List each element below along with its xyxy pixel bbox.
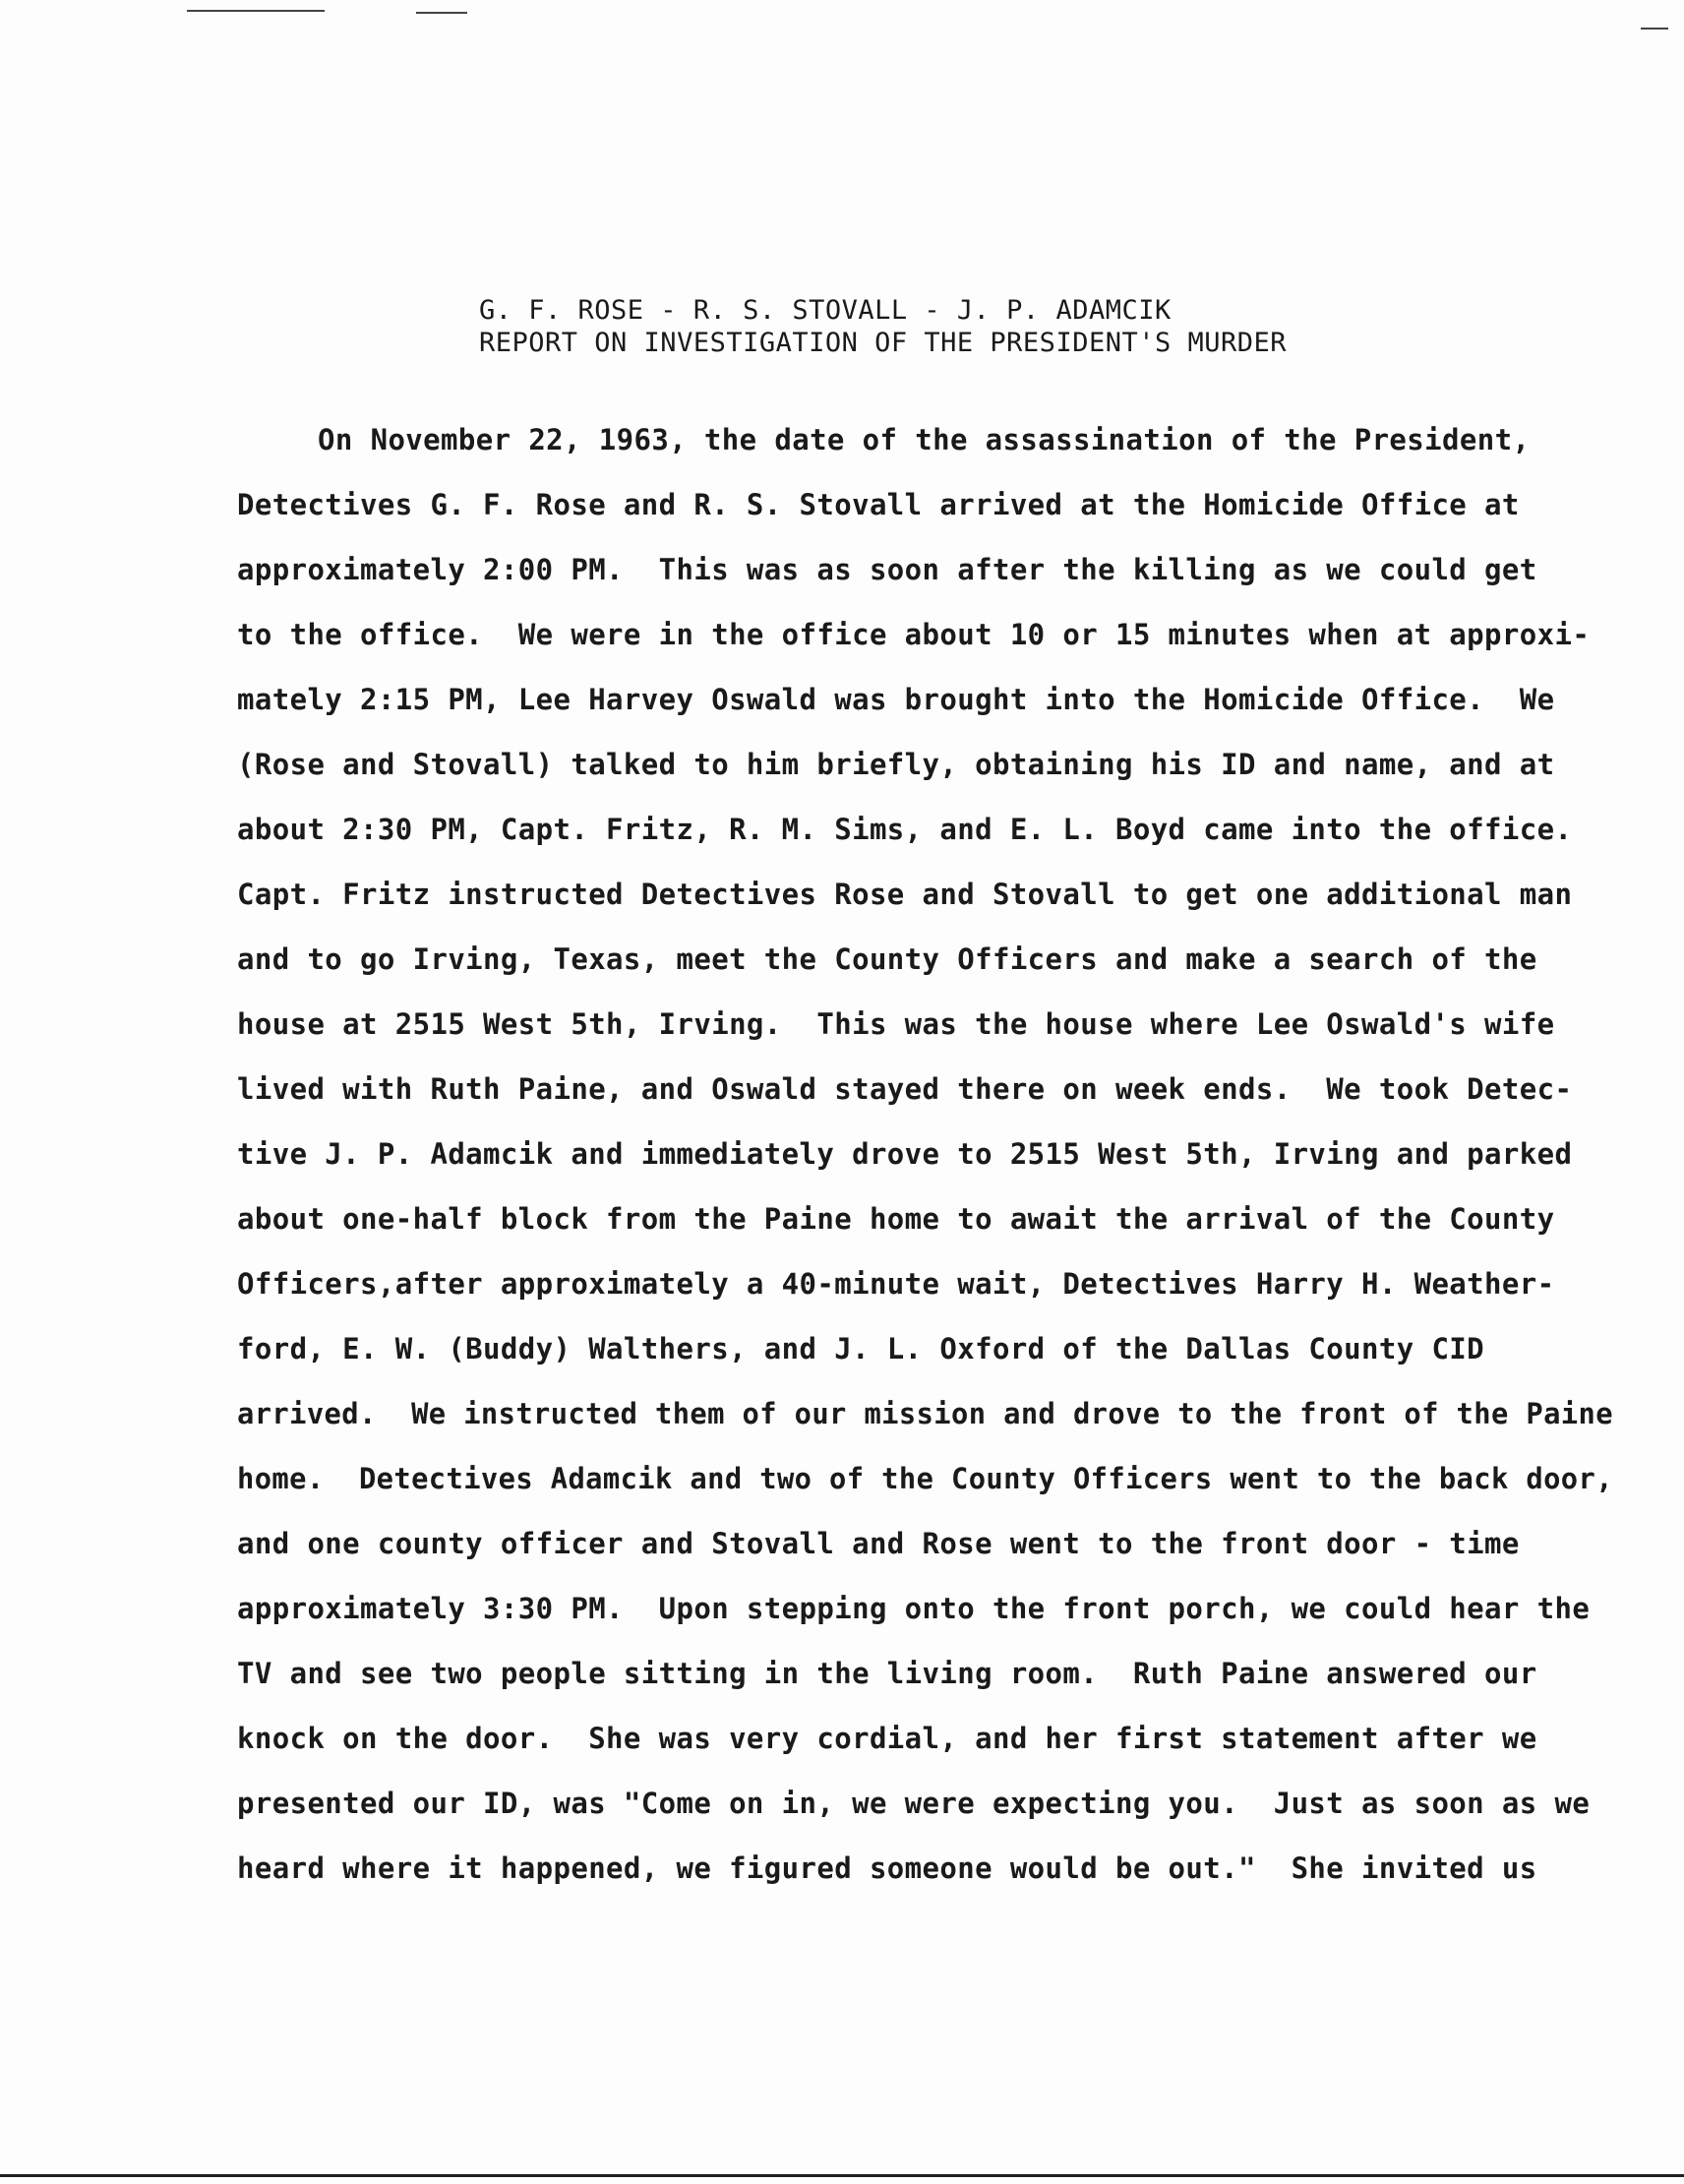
report-title: REPORT ON INVESTIGATION OF THE PRESIDENT'S MURDER: [479, 328, 1288, 358]
body-line: Detectives G. F. Rose and R. S. Stovall arrived at the Homicide Office at: [237, 488, 1520, 521]
scan-mark: [416, 12, 467, 14]
body-line: home. Detectives Adamcik and two of the County Officers went to the back door,: [237, 1462, 1613, 1495]
body-line: lived with Ruth Paine, and Oswald stayed there on week ends. We took Detec-: [237, 1072, 1573, 1106]
body-line: On November 22, 1963, the date of the assassination of the President,: [318, 423, 1531, 456]
body-line: and to go Irving, Texas, meet the County Officers and make a search of the: [237, 942, 1537, 976]
body-line: knock on the door. She was very cordial, and her first statement after we: [237, 1722, 1537, 1755]
body-line: TV and see two people sitting in the living room. Ruth Paine answered our: [237, 1657, 1537, 1690]
body-line: to the office. We were in the office about 10 or 15 minutes when at approxi-: [237, 618, 1591, 651]
scan-mark: [187, 10, 325, 12]
body-line: about 2:30 PM, Capt. Fritz, R. M. Sims, and E. L. Boyd came into the office.: [237, 813, 1573, 846]
body-line: about one-half block from the Paine home to await the arrival of the County: [237, 1202, 1555, 1236]
report-authors: G. F. ROSE - R. S. STOVALL - J. P. ADAMCIK: [479, 295, 1172, 326]
body-line: Officers,after approximately a 40-minute wait, Detectives Harry H. Weather-: [237, 1267, 1555, 1301]
body-line: and one county officer and Stovall and Rose went to the front door - time: [237, 1527, 1520, 1560]
body-line: presented our ID, was "Come on in, we were expecting you. Just as soon as we: [237, 1787, 1591, 1820]
body-line: arrived. We instructed them of our mission and drove to the front of the Paine: [237, 1397, 1613, 1430]
body-line: heard where it happened, we figured someone would be out." She invited us: [237, 1851, 1537, 1885]
body-line: mately 2:15 PM, Lee Harvey Oswald was brought into the Homicide Office. We: [237, 683, 1555, 716]
page-edge-rule: [0, 2174, 1684, 2177]
body-line: Capt. Fritz instructed Detectives Rose and Stovall to get one additional man: [237, 878, 1573, 911]
body-line: house at 2515 West 5th, Irving. This was the house where Lee Oswald's wife: [237, 1007, 1555, 1041]
scan-mark: [1641, 28, 1668, 30]
body-line: approximately 2:00 PM. This was as soon after the killing as we could get: [237, 553, 1537, 586]
body-line: ford, E. W. (Buddy) Walthers, and J. L. Oxford of the Dallas County CID: [237, 1332, 1485, 1365]
body-line: tive J. P. Adamcik and immediately drove to 2515 West 5th, Irving and parked: [237, 1137, 1573, 1171]
body-line: approximately 3:30 PM. Upon stepping onto the front porch, we could hear the: [237, 1592, 1591, 1625]
body-line: (Rose and Stovall) talked to him briefly, obtaining his ID and name, and at: [237, 748, 1555, 781]
